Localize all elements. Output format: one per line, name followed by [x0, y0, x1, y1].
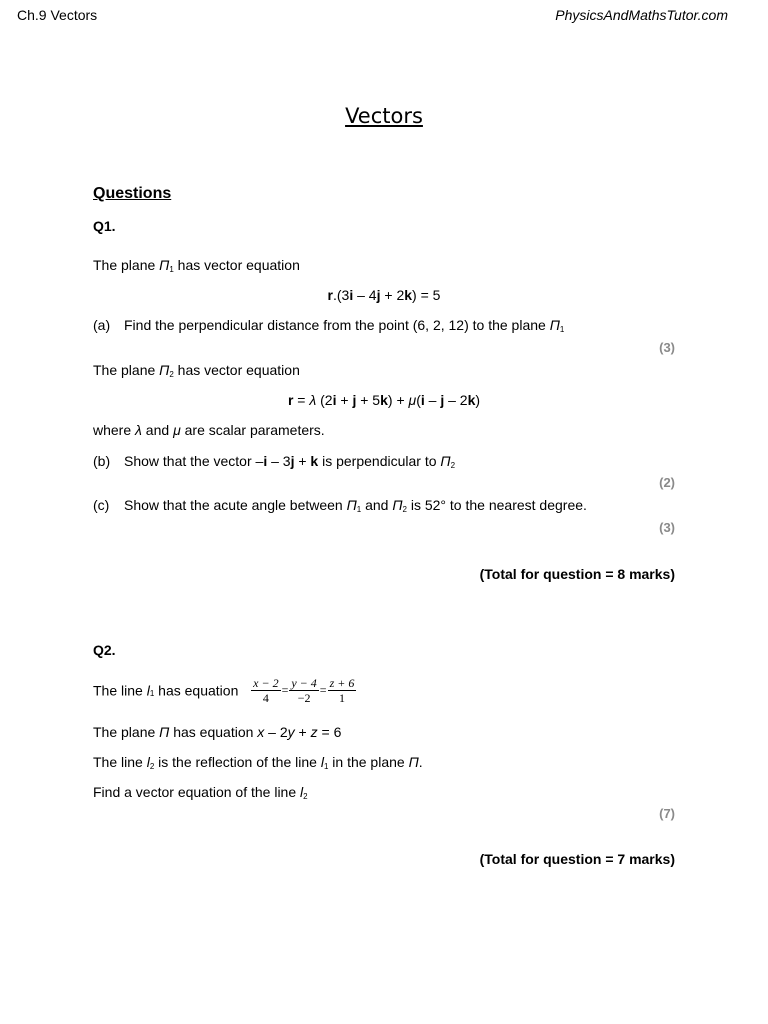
q1-plane1-intro: The plane $\Pi_1$ has vector equation [93, 257, 300, 274]
q2-reflection-text: The line $l_2$ is the reflection of the line $l_1$ in the plane Π. [93, 754, 423, 771]
q2-total: (Total for question = 7 marks) [479, 851, 675, 867]
q1-equation-2: r = λ (2i + j + 5k) + μ(i – j – 2k) [287, 392, 481, 408]
page-title: Vectors [345, 104, 423, 128]
q1-plane2-intro: The plane $\Pi_2$ has vector equation [93, 362, 300, 379]
q1-c-marks: (3) [659, 520, 675, 535]
q1-part-b: (b) Show that the vector –i – 3j + k is perpendicular to $\Pi_2$ [93, 453, 456, 470]
header-chapter: Ch.9 Vectors [17, 7, 98, 23]
q1-part-a: (a) Find the perpendicular distance from the point (6, 2, 12) to the plane $\Pi_1$ [93, 317, 565, 334]
q1-equation-1: r.(3i – 4j + 2k) = 5 [327, 287, 441, 303]
q2-label: Q2. [93, 642, 116, 658]
section-heading: Questions [93, 185, 172, 202]
fraction-y: $\frac{y - 4}{-2}$ [291, 676, 317, 705]
fraction-z: $\frac{z + 6}{1}$ [329, 676, 355, 705]
q1-part-c: (c) Show that the acute angle between $\Pi_1$ and $\Pi_2$ is 52° to the nearest degree. [93, 497, 587, 514]
q1-b-marks: (2) [659, 475, 675, 490]
q2-find-text: Find a vector equation of the line $l_2$ [93, 784, 308, 801]
fraction-x: $\frac{x - 2}{4}$ [253, 676, 279, 705]
header-site: PhysicsAndMathsTutor.com [555, 7, 728, 23]
q2-marks: (7) [659, 806, 675, 821]
q1-where-text: where λ and μ are scalar parameters. [93, 422, 325, 438]
q1-label: Q1. [93, 218, 116, 234]
q1-a-marks: (3) [659, 340, 675, 355]
q2-line1-equation: The line $l_1$ has equation $\frac{x - 2}{4}$ = $\frac{y - 4}{-2}$ = $\frac{z + 6}{1}$ [93, 676, 355, 705]
q1-total: (Total for question = 8 marks) [479, 566, 675, 582]
q2-plane-equation: The plane Π has equation x – 2y + z = 6 [93, 724, 342, 740]
